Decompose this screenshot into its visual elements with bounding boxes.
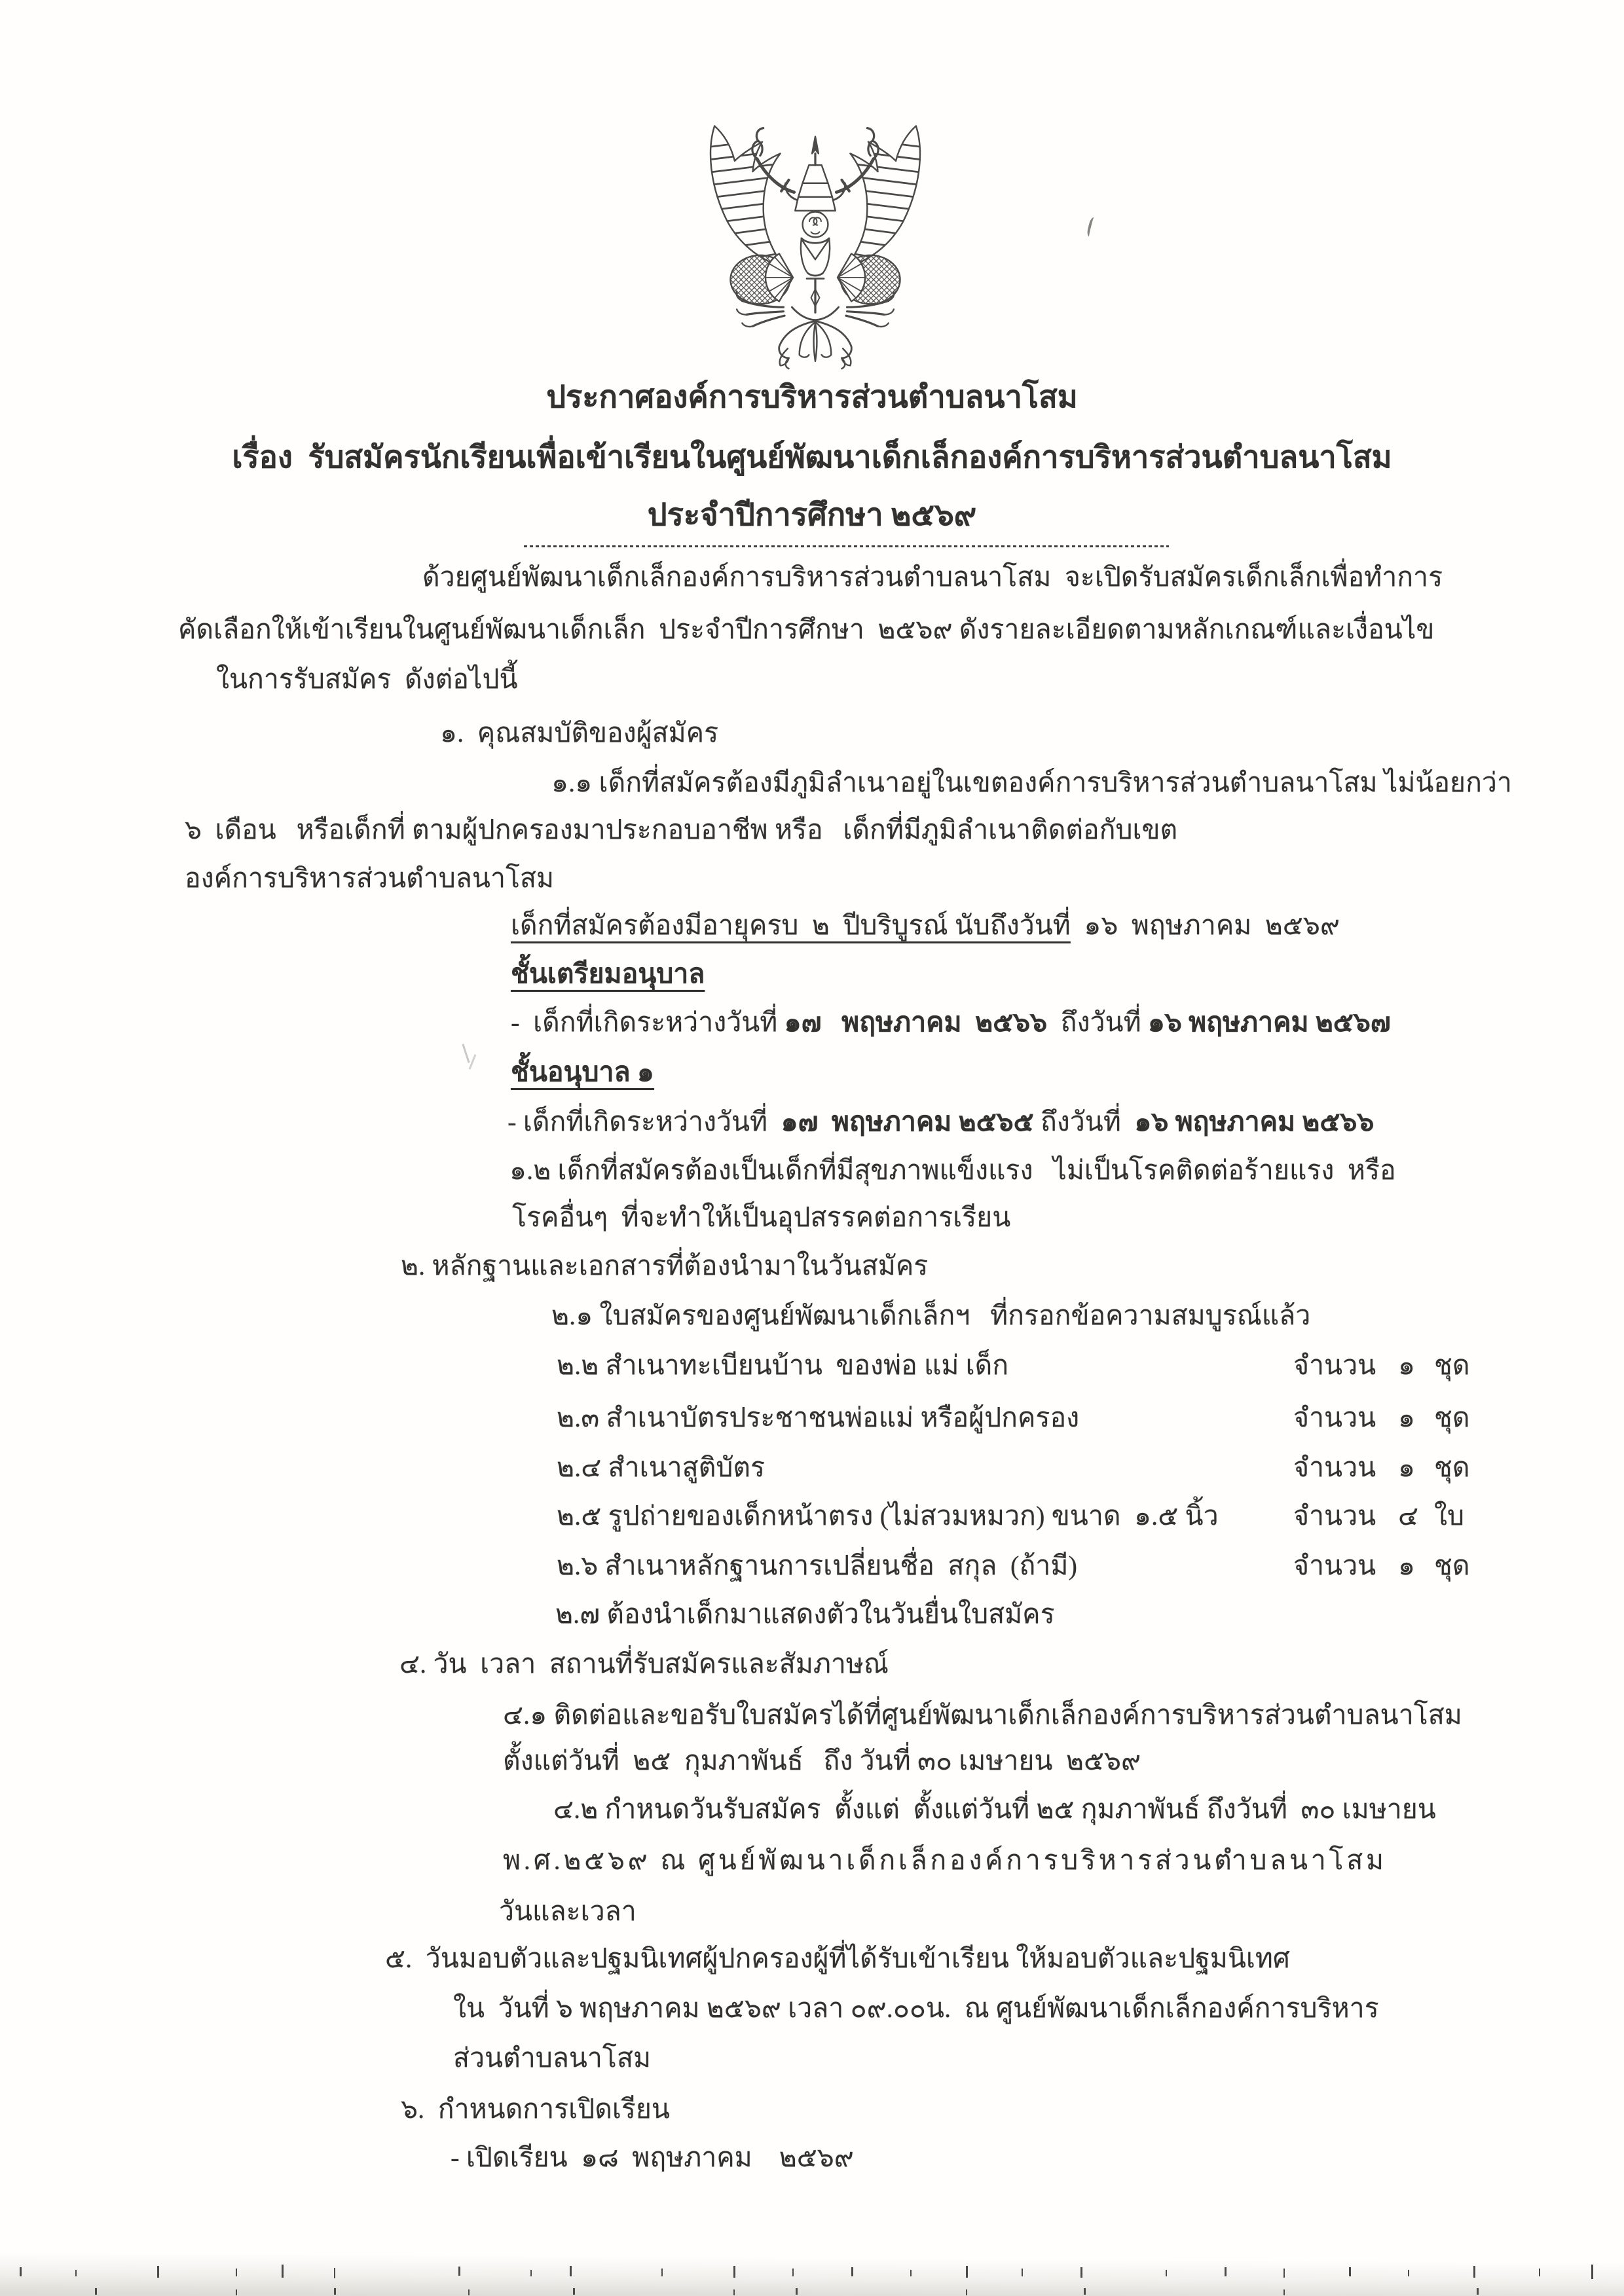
qty-label: จำนวน (1293, 1550, 1376, 1580)
birthdate-start: ๑๗ พฤษภาคม ๒๕๖๖ (784, 1007, 1048, 1037)
section6-line: - เปิดเรียน ๑๘ พฤษภาคม ๒๕๖๙ (451, 2142, 854, 2172)
document-row (557, 1349, 1470, 1382)
age-requirement-date: ๑๖ พฤษภาคม ๒๕๖๙ (1070, 910, 1340, 940)
qty-value: ๑ (1398, 1550, 1416, 1580)
document-row (557, 1549, 1470, 1582)
section2-heading: ๒. หลักฐานและเอกสารที่ต้องนำมาในวันสมัคร (401, 1250, 929, 1281)
qty-unit: ชุด (1434, 1350, 1470, 1380)
qty-unit: ชุด (1434, 1402, 1470, 1432)
birthdate-prefix: - เด็กที่เกิดระหว่างวันที่ (511, 1007, 784, 1037)
class-kindergarten1-heading: ชั้นอนุบาล ๑ (511, 1057, 654, 1087)
qty-label: จำนวน (1293, 1452, 1376, 1482)
qty-value: ๔ (1398, 1501, 1419, 1531)
qty-value: ๑ (1398, 1402, 1416, 1432)
birthdate-end: ๑๖ พฤษภาคม ๒๕๖๗ (1147, 1007, 1391, 1037)
document-row (557, 1451, 1470, 1484)
birthdate-mid: ถึงวันที่ (1047, 1007, 1148, 1037)
scan-stray-mark (1086, 217, 1099, 238)
birthdate-end: ๑๖ พฤษภาคม ๒๕๖๖ (1134, 1106, 1375, 1137)
pencil-smudge-mark (462, 1042, 479, 1074)
birthdate-prefix: - เด็กที่เกิดระหว่างวันที่ (507, 1106, 781, 1137)
item-4-2-line: ๔.๒ กำหนดวันรับสมัคร ตั้งแต่ ตั้งแต่วันที่ ๒๕ กุมภาพันธ์ ถึงวันที่ ๓๐ เมษายน (553, 1794, 1436, 1824)
qty-label: จำนวน (1293, 1350, 1376, 1380)
item-4-2-line: พ.ศ.๒๕๖๙ ณ ศูนย์พัฒนาเด็กเล็กองค์การบริหารส่วนตำบลนาโสม (503, 1845, 1387, 1875)
document-row-label: ๒.๒ สำเนาทะเบียนบ้าน ของพ่อ แม่ เด็ก (557, 1350, 1009, 1380)
document-row-label: ๒.๖ สำเนาหลักฐานการเปลี่ยนชื่อ สกุล (ถ้ามี) (557, 1550, 1077, 1580)
item-4-1-line: ตั้งแต่วันที่ ๒๕ กุมภาพันธ์ ถึง วันที่ ๓๐ เมษายน ๒๕๖๙ (503, 1745, 1141, 1776)
qty-unit: ชุด (1434, 1550, 1470, 1580)
birthdate-mid: ถึงวันที่ (1033, 1106, 1135, 1137)
class-kindergarten1-birthdates (507, 1105, 1374, 1139)
garuda-emblem-icon (704, 119, 927, 371)
qty-label: จำนวน (1293, 1501, 1376, 1531)
intro-line: ด้วยศูนย์พัฒนาเด็กเล็กองค์การบริหารส่วนตำบลนาโสม จะเปิดรับสมัครเด็กเล็กเพื่อทำการ (422, 562, 1443, 592)
qty-value: ๑ (1398, 1350, 1416, 1380)
class-preschool-birthdates (511, 1006, 1391, 1039)
item-4-1-line: ๔.๑ ติดต่อและขอรับใบสมัครได้ที่ศูนย์พัฒนาเด็กเล็กองค์การบริหารส่วนตำบลนาโสม (503, 1700, 1462, 1730)
section6-heading: ๖. กำหนดการเปิดเรียน (401, 2094, 670, 2124)
section4-heading: ๔. วัน เวลา สถานที่รับสมัครและสัมภาษณ์ (399, 1649, 889, 1679)
item-1-1-line: ๖ เดือน หรือเด็กที่ ตามผู้ปกครองมาประกอบอาชีพ หรือ เด็กที่มีภูมิลำเนาติดต่อกับเขต (185, 814, 1178, 845)
announcement-title: ประกาศองค์การบริหารส่วนตำบลนาโสม (546, 380, 1078, 414)
item-1-1-line: ๑.๑ เด็กที่สมัครต้องมีภูมิลำเนาอยู่ในเขตองค์การบริหารส่วนตำบลนาโสม ไม่น้อยกว่า (551, 767, 1512, 797)
qty-label: จำนวน (1293, 1402, 1376, 1432)
qty-value: ๑ (1398, 1452, 1416, 1482)
section1-heading: ๑. คุณสมบัติของผู้สมัคร (440, 718, 719, 748)
item-2-1-line: ๒.๑ ใบสมัครของศูนย์พัฒนาเด็กเล็กฯ ที่กรอกข้อความสมบูรณ์แล้ว (551, 1300, 1311, 1330)
item-1-1-line: องค์การบริหารส่วนตำบลนาโสม (185, 863, 555, 893)
class-preschool-heading: ชั้นเตรียมอนุบาล (511, 958, 705, 989)
intro-line: ในการรับสมัคร ดังต่อไปนี้ (216, 664, 518, 694)
item-1-2-line: โรคอื่นๆ ที่จะทำให้เป็นอุปสรรคต่อการเรียน (512, 1202, 1011, 1232)
qty-unit: ชุด (1434, 1452, 1470, 1482)
item-1-2-line: ๑.๒ เด็กที่สมัครต้องเป็นเด็กที่มีสุขภาพแข็งแรง ไม่เป็นโรคติดต่อร้ายแรง หรือ (509, 1155, 1396, 1185)
document-row (557, 1401, 1470, 1434)
document-row (557, 1499, 1465, 1533)
section5-line: ใน วันที่ ๖ พฤษภาคม ๒๕๖๙ เวลา ๐๙.๐๐น. ณ ศูนย์พัฒนาเด็กเล็กองค์การบริหาร (453, 1993, 1379, 2023)
item-4-2-line: วันและเวลา (499, 1896, 637, 1926)
section5-line: ๕. วันมอบตัวและปฐมนิเทศผู้ปกครองผู้ที่ได้รับเข้าเรียน ให้มอบตัวและปฐมนิเทศ (385, 1943, 1290, 1973)
scan-noise-ticks (0, 2250, 1624, 2296)
intro-line: คัดเลือกให้เข้าเรียนในศูนย์พัฒนาเด็กเล็ก ประจำปีการศึกษา ๒๕๖๙ ดังรายละเอียดตามหลักเกณฑ์และเงื่อนไข (178, 614, 1435, 644)
announcement-subject: เรื่อง รับสมัครนักเรียนเพื่อเข้าเรียนในศูนย์พัฒนาเด็กเล็กองค์การบริหารส่วนตำบลนาโสม (232, 441, 1392, 475)
section5-line: ส่วนตำบลนาโสม (453, 2043, 651, 2073)
item-2-7-line: ๒.๗ ต้องนำเด็กมาแสดงตัวในวันยื่นใบสมัคร (555, 1599, 1055, 1629)
qty-unit: ใบ (1434, 1501, 1465, 1531)
age-requirement-underlined: เด็กที่สมัครต้องมีอายุครบ ๒ ปีบริบูรณ์ นับถึงวันที่ (511, 910, 1071, 940)
document-row-label: ๒.๔ สำเนาสูติบัตร (557, 1452, 765, 1482)
document-row-label: ๒.๓ สำเนาบัตรประชาชนพ่อแม่ หรือผู้ปกครอง (557, 1402, 1080, 1432)
academic-year-line: ประจำปีการศึกษา ๒๕๖๙ (647, 498, 977, 532)
age-requirement-line (511, 909, 1340, 942)
document-row-label: ๒.๕ รูปถ่ายของเด็กหน้าตรง (ไม่สวมหมวก) ขนาด ๑.๕ นิ้ว (557, 1501, 1219, 1531)
birthdate-start: ๑๗ พฤษภาคม ๒๕๖๕ (781, 1106, 1034, 1137)
dotted-divider (524, 545, 1169, 548)
